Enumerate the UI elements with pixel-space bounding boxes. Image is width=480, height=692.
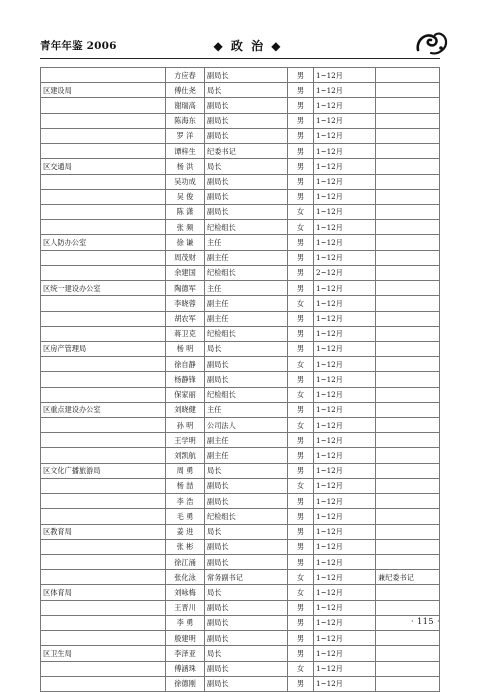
term-cell: 1~12月 — [314, 250, 376, 265]
gender-cell: 女 — [288, 357, 314, 372]
term-cell: 1~12月 — [314, 174, 376, 189]
unit-cell: 区体育局 — [41, 585, 166, 600]
gender-cell: 女 — [288, 418, 314, 433]
position-cell: 主任 — [205, 281, 288, 296]
table-row — [41, 159, 440, 174]
table-row — [41, 478, 440, 493]
name-cell: 杨 明 — [166, 341, 205, 356]
name-cell: 刘晓健 — [166, 402, 205, 417]
unit-cell — [41, 555, 166, 570]
name-cell: 李泽亚 — [166, 646, 205, 661]
term-cell: 1~12月 — [314, 159, 376, 174]
name-cell: 李 勇 — [166, 615, 205, 630]
term-cell: 1~12月 — [314, 646, 376, 661]
position-cell: 副局长 — [205, 128, 288, 143]
gender-cell: 女 — [288, 220, 314, 235]
table-row — [41, 631, 440, 646]
name-cell: 王学明 — [166, 433, 205, 448]
table-row — [41, 174, 440, 189]
gender-cell: 男 — [288, 281, 314, 296]
table-row — [41, 585, 440, 600]
name-cell: 傅仕尧 — [166, 83, 205, 98]
position-cell: 副主任 — [205, 250, 288, 265]
note-cell — [376, 159, 440, 174]
unit-cell — [41, 220, 166, 235]
name-cell: 张化泳 — [166, 570, 205, 585]
unit-cell — [41, 174, 166, 189]
note-cell — [376, 372, 440, 387]
note-cell — [376, 387, 440, 402]
gender-cell: 男 — [288, 509, 314, 524]
note-cell — [376, 281, 440, 296]
unit-cell: 区重点建设办公室 — [41, 402, 166, 417]
term-cell: 1~12月 — [314, 387, 376, 402]
position-cell: 局长 — [205, 463, 288, 478]
table-row — [41, 402, 440, 417]
position-cell: 局长 — [205, 524, 288, 539]
gender-cell: 女 — [288, 387, 314, 402]
gender-cell: 男 — [288, 235, 314, 250]
note-cell — [376, 113, 440, 128]
position-cell: 局长 — [205, 341, 288, 356]
table-row — [41, 600, 440, 615]
unit-cell — [41, 357, 166, 372]
unit-cell — [41, 98, 166, 113]
position-cell: 副局长 — [205, 631, 288, 646]
term-cell: 1~12月 — [314, 326, 376, 341]
unit-cell — [41, 661, 166, 676]
table-row — [41, 326, 440, 341]
table-row — [41, 387, 440, 402]
note-cell — [376, 631, 440, 646]
gender-cell: 女 — [288, 570, 314, 585]
note-cell — [376, 250, 440, 265]
name-cell: 张 频 — [166, 220, 205, 235]
unit-cell — [41, 296, 166, 311]
unit-cell — [41, 448, 166, 463]
section-title: ◆ 政 治 ◆ — [213, 39, 283, 53]
term-cell: 1~12月 — [314, 494, 376, 509]
unit-cell — [41, 372, 166, 387]
table-row — [41, 372, 440, 387]
term-cell: 1~12月 — [314, 341, 376, 356]
term-cell: 1~12月 — [314, 418, 376, 433]
table-row — [41, 615, 440, 630]
term-cell: 1~12月 — [314, 311, 376, 326]
gender-cell: 男 — [288, 555, 314, 570]
name-cell: 毛 勇 — [166, 509, 205, 524]
position-cell: 纪检组长 — [205, 326, 288, 341]
position-cell: 副局长 — [205, 204, 288, 219]
term-cell: 1~12月 — [314, 555, 376, 570]
note-cell — [376, 174, 440, 189]
position-cell: 副主任 — [205, 311, 288, 326]
table-row — [41, 509, 440, 524]
note-cell — [376, 204, 440, 219]
term-cell: 1~12月 — [314, 509, 376, 524]
table-row — [41, 250, 440, 265]
term-cell: 1~12月 — [314, 463, 376, 478]
gender-cell: 男 — [288, 250, 314, 265]
term-cell: 1~12月 — [314, 68, 376, 83]
gender-cell: 男 — [288, 113, 314, 128]
unit-cell — [41, 478, 166, 493]
note-cell — [376, 220, 440, 235]
gender-cell: 男 — [288, 524, 314, 539]
gender-cell: 男 — [288, 631, 314, 646]
position-cell: 副局长 — [205, 372, 288, 387]
note-cell — [376, 539, 440, 554]
name-cell: 周 勇 — [166, 463, 205, 478]
name-cell: 徐 谦 — [166, 235, 205, 250]
name-cell: 李晓蓉 — [166, 296, 205, 311]
book-title: 青年年鉴 2006 — [40, 40, 117, 52]
swirl-logo-icon — [414, 28, 450, 56]
name-cell: 杨 洪 — [166, 159, 205, 174]
note-cell — [376, 311, 440, 326]
gender-cell: 男 — [288, 341, 314, 356]
term-cell: 1~12月 — [314, 144, 376, 159]
position-cell: 纪委书记 — [205, 144, 288, 159]
position-cell: 纪检组长 — [205, 509, 288, 524]
position-cell: 局长 — [205, 585, 288, 600]
gender-cell: 男 — [288, 68, 314, 83]
note-cell — [376, 646, 440, 661]
position-cell: 主任 — [205, 235, 288, 250]
table-row — [41, 433, 440, 448]
position-cell: 纪检组长 — [205, 220, 288, 235]
position-cell: 副局长 — [205, 189, 288, 204]
unit-cell — [41, 433, 166, 448]
unit-cell — [41, 494, 166, 509]
gender-cell: 男 — [288, 311, 314, 326]
position-cell: 副主任 — [205, 433, 288, 448]
gender-cell: 男 — [288, 600, 314, 615]
note-cell — [376, 585, 440, 600]
gender-cell: 男 — [288, 539, 314, 554]
unit-cell: 区建设局 — [41, 83, 166, 98]
note-cell — [376, 418, 440, 433]
table-row — [41, 189, 440, 204]
gender-cell: 男 — [288, 128, 314, 143]
position-cell: 局长 — [205, 646, 288, 661]
name-cell: 徐江涌 — [166, 555, 205, 570]
unit-cell: 区房产管理局 — [41, 341, 166, 356]
gender-cell: 女 — [288, 296, 314, 311]
name-cell: 蒋卫克 — [166, 326, 205, 341]
gender-cell: 女 — [288, 478, 314, 493]
unit-cell — [41, 128, 166, 143]
unit-cell — [41, 539, 166, 554]
position-cell: 纪检组长 — [205, 387, 288, 402]
name-cell: 谢瑞高 — [166, 98, 205, 113]
note-cell — [376, 68, 440, 83]
unit-cell — [41, 676, 166, 691]
unit-cell — [41, 311, 166, 326]
position-cell: 副主任 — [205, 448, 288, 463]
position-cell: 副局长 — [205, 555, 288, 570]
name-cell: 周茂财 — [166, 250, 205, 265]
table-row — [41, 144, 440, 159]
position-cell: 副局长 — [205, 600, 288, 615]
term-cell: 1~12月 — [314, 585, 376, 600]
table-row — [41, 463, 440, 478]
unit-cell: 区人防办公室 — [41, 235, 166, 250]
note-cell — [376, 341, 440, 356]
note-cell — [376, 189, 440, 204]
note-cell — [376, 98, 440, 113]
gender-cell: 男 — [288, 265, 314, 280]
table-row — [41, 296, 440, 311]
table-row — [41, 418, 440, 433]
name-cell: 杨 喆 — [166, 478, 205, 493]
note-cell — [376, 83, 440, 98]
gender-cell: 男 — [288, 83, 314, 98]
position-cell: 副局长 — [205, 676, 288, 691]
table-row — [41, 220, 440, 235]
position-cell: 公司法人 — [205, 418, 288, 433]
unit-cell — [41, 600, 166, 615]
name-cell: 殷建明 — [166, 631, 205, 646]
unit-cell: 区教育局 — [41, 524, 166, 539]
term-cell: 1~12月 — [314, 235, 376, 250]
name-cell: 胡农军 — [166, 311, 205, 326]
name-cell: 姜 进 — [166, 524, 205, 539]
term-cell: 2~12月 — [314, 265, 376, 280]
term-cell: 1~12月 — [314, 113, 376, 128]
gender-cell: 男 — [288, 402, 314, 417]
unit-cell — [41, 570, 166, 585]
gender-cell: 男 — [288, 494, 314, 509]
name-cell: 陈海东 — [166, 113, 205, 128]
officials-table — [40, 67, 440, 692]
table-row — [41, 204, 440, 219]
note-cell: 兼纪委书记 — [376, 570, 440, 585]
gender-cell: 男 — [288, 646, 314, 661]
note-cell — [376, 463, 440, 478]
gender-cell: 男 — [288, 174, 314, 189]
term-cell: 1~12月 — [314, 189, 376, 204]
note-cell — [376, 235, 440, 250]
note-cell — [376, 600, 440, 615]
unit-cell — [41, 250, 166, 265]
name-cell: 方应春 — [166, 68, 205, 83]
unit-cell: 区统一建设办公室 — [41, 281, 166, 296]
term-cell: 1~12月 — [314, 128, 376, 143]
unit-cell — [41, 631, 166, 646]
name-cell: 刘咏梅 — [166, 585, 205, 600]
gender-cell: 男 — [288, 463, 314, 478]
term-cell: 1~12月 — [314, 433, 376, 448]
position-cell: 局长 — [205, 159, 288, 174]
gender-cell: 男 — [288, 189, 314, 204]
term-cell: 1~12月 — [314, 448, 376, 463]
table-row — [41, 113, 440, 128]
term-cell: 1~12月 — [314, 220, 376, 235]
table-row — [41, 661, 440, 676]
term-cell: 1~12月 — [314, 83, 376, 98]
term-cell: 1~12月 — [314, 372, 376, 387]
name-cell: 陈 潇 — [166, 204, 205, 219]
unit-cell — [41, 509, 166, 524]
gender-cell: 男 — [288, 144, 314, 159]
term-cell: 1~12月 — [314, 402, 376, 417]
position-cell: 副局长 — [205, 494, 288, 509]
gender-cell: 男 — [288, 676, 314, 691]
term-cell: 1~12月 — [314, 539, 376, 554]
gender-cell: 男 — [288, 98, 314, 113]
name-cell: 王晋川 — [166, 600, 205, 615]
unit-cell: 区文化广播旅游局 — [41, 463, 166, 478]
table-row — [41, 570, 440, 585]
table-row — [41, 524, 440, 539]
note-cell — [376, 296, 440, 311]
position-cell: 副局长 — [205, 539, 288, 554]
position-cell: 副局长 — [205, 615, 288, 630]
table-row — [41, 494, 440, 509]
page-number: · 115 · — [411, 617, 440, 626]
table-row — [41, 448, 440, 463]
gender-cell: 男 — [288, 372, 314, 387]
table-row — [41, 68, 440, 83]
term-cell: 1~12月 — [314, 615, 376, 630]
table-row — [41, 357, 440, 372]
term-cell: 1~12月 — [314, 676, 376, 691]
position-cell: 副局长 — [205, 98, 288, 113]
unit-cell — [41, 144, 166, 159]
gender-cell: 女 — [288, 661, 314, 676]
name-cell: 傅涵珠 — [166, 661, 205, 676]
note-cell — [376, 478, 440, 493]
name-cell: 徐德刚 — [166, 676, 205, 691]
term-cell: 1~12月 — [314, 357, 376, 372]
position-cell: 局长 — [205, 83, 288, 98]
position-cell: 常务副书记 — [205, 570, 288, 585]
position-cell: 副局长 — [205, 357, 288, 372]
table-row — [41, 83, 440, 98]
note-cell — [376, 402, 440, 417]
position-cell: 副局长 — [205, 113, 288, 128]
unit-cell — [41, 265, 166, 280]
term-cell: 1~12月 — [314, 661, 376, 676]
name-cell: 保家丽 — [166, 387, 205, 402]
term-cell: 1~12月 — [314, 296, 376, 311]
table-row — [41, 265, 440, 280]
note-cell — [376, 676, 440, 691]
name-cell: 刘凯航 — [166, 448, 205, 463]
name-cell: 吴 俊 — [166, 189, 205, 204]
term-cell: 1~12月 — [314, 204, 376, 219]
term-cell: 1~12月 — [314, 631, 376, 646]
note-cell — [376, 265, 440, 280]
note-cell — [376, 433, 440, 448]
note-cell — [376, 555, 440, 570]
position-cell: 副局长 — [205, 478, 288, 493]
note-cell — [376, 128, 440, 143]
note-cell — [376, 144, 440, 159]
unit-cell — [41, 113, 166, 128]
name-cell: 吴功成 — [166, 174, 205, 189]
gender-cell: 女 — [288, 585, 314, 600]
table-row — [41, 281, 440, 296]
table-row — [41, 539, 440, 554]
unit-cell: 区卫生局 — [41, 646, 166, 661]
term-cell: 1~12月 — [314, 98, 376, 113]
table-row — [41, 235, 440, 250]
name-cell: 陶德军 — [166, 281, 205, 296]
note-cell — [376, 448, 440, 463]
table-row — [41, 646, 440, 661]
position-cell: 主任 — [205, 402, 288, 417]
table-row — [41, 98, 440, 113]
gender-cell: 女 — [288, 204, 314, 219]
position-cell: 纪检组长 — [205, 265, 288, 280]
position-cell: 副局长 — [205, 174, 288, 189]
term-cell: 1~12月 — [314, 281, 376, 296]
note-cell — [376, 494, 440, 509]
unit-cell — [41, 387, 166, 402]
unit-cell — [41, 189, 166, 204]
name-cell: 谭梓生 — [166, 144, 205, 159]
name-cell: 张 彬 — [166, 539, 205, 554]
name-cell: 孙 明 — [166, 418, 205, 433]
table-row — [41, 311, 440, 326]
unit-cell — [41, 68, 166, 83]
name-cell: 杨静锋 — [166, 372, 205, 387]
note-cell — [376, 524, 440, 539]
term-cell: 1~12月 — [314, 524, 376, 539]
unit-cell — [41, 326, 166, 341]
gender-cell: 男 — [288, 448, 314, 463]
note-cell — [376, 509, 440, 524]
position-cell: 副局长 — [205, 661, 288, 676]
name-cell: 徐自静 — [166, 357, 205, 372]
table-row — [41, 128, 440, 143]
name-cell: 李 浩 — [166, 494, 205, 509]
note-cell — [376, 661, 440, 676]
term-cell: 1~12月 — [314, 570, 376, 585]
table-row — [41, 676, 440, 691]
unit-cell: 区交通局 — [41, 159, 166, 174]
note-cell — [376, 326, 440, 341]
name-cell: 余建国 — [166, 265, 205, 280]
position-cell: 副主任 — [205, 296, 288, 311]
gender-cell: 男 — [288, 433, 314, 448]
name-cell: 罗 洋 — [166, 128, 205, 143]
term-cell: 1~12月 — [314, 600, 376, 615]
gender-cell: 男 — [288, 615, 314, 630]
position-cell: 副局长 — [205, 68, 288, 83]
header-rule — [40, 58, 440, 59]
table-row — [41, 555, 440, 570]
gender-cell: 男 — [288, 326, 314, 341]
note-cell — [376, 357, 440, 372]
unit-cell — [41, 615, 166, 630]
unit-cell — [41, 204, 166, 219]
term-cell: 1~12月 — [314, 478, 376, 493]
unit-cell — [41, 418, 166, 433]
table-row — [41, 341, 440, 356]
gender-cell: 男 — [288, 159, 314, 174]
